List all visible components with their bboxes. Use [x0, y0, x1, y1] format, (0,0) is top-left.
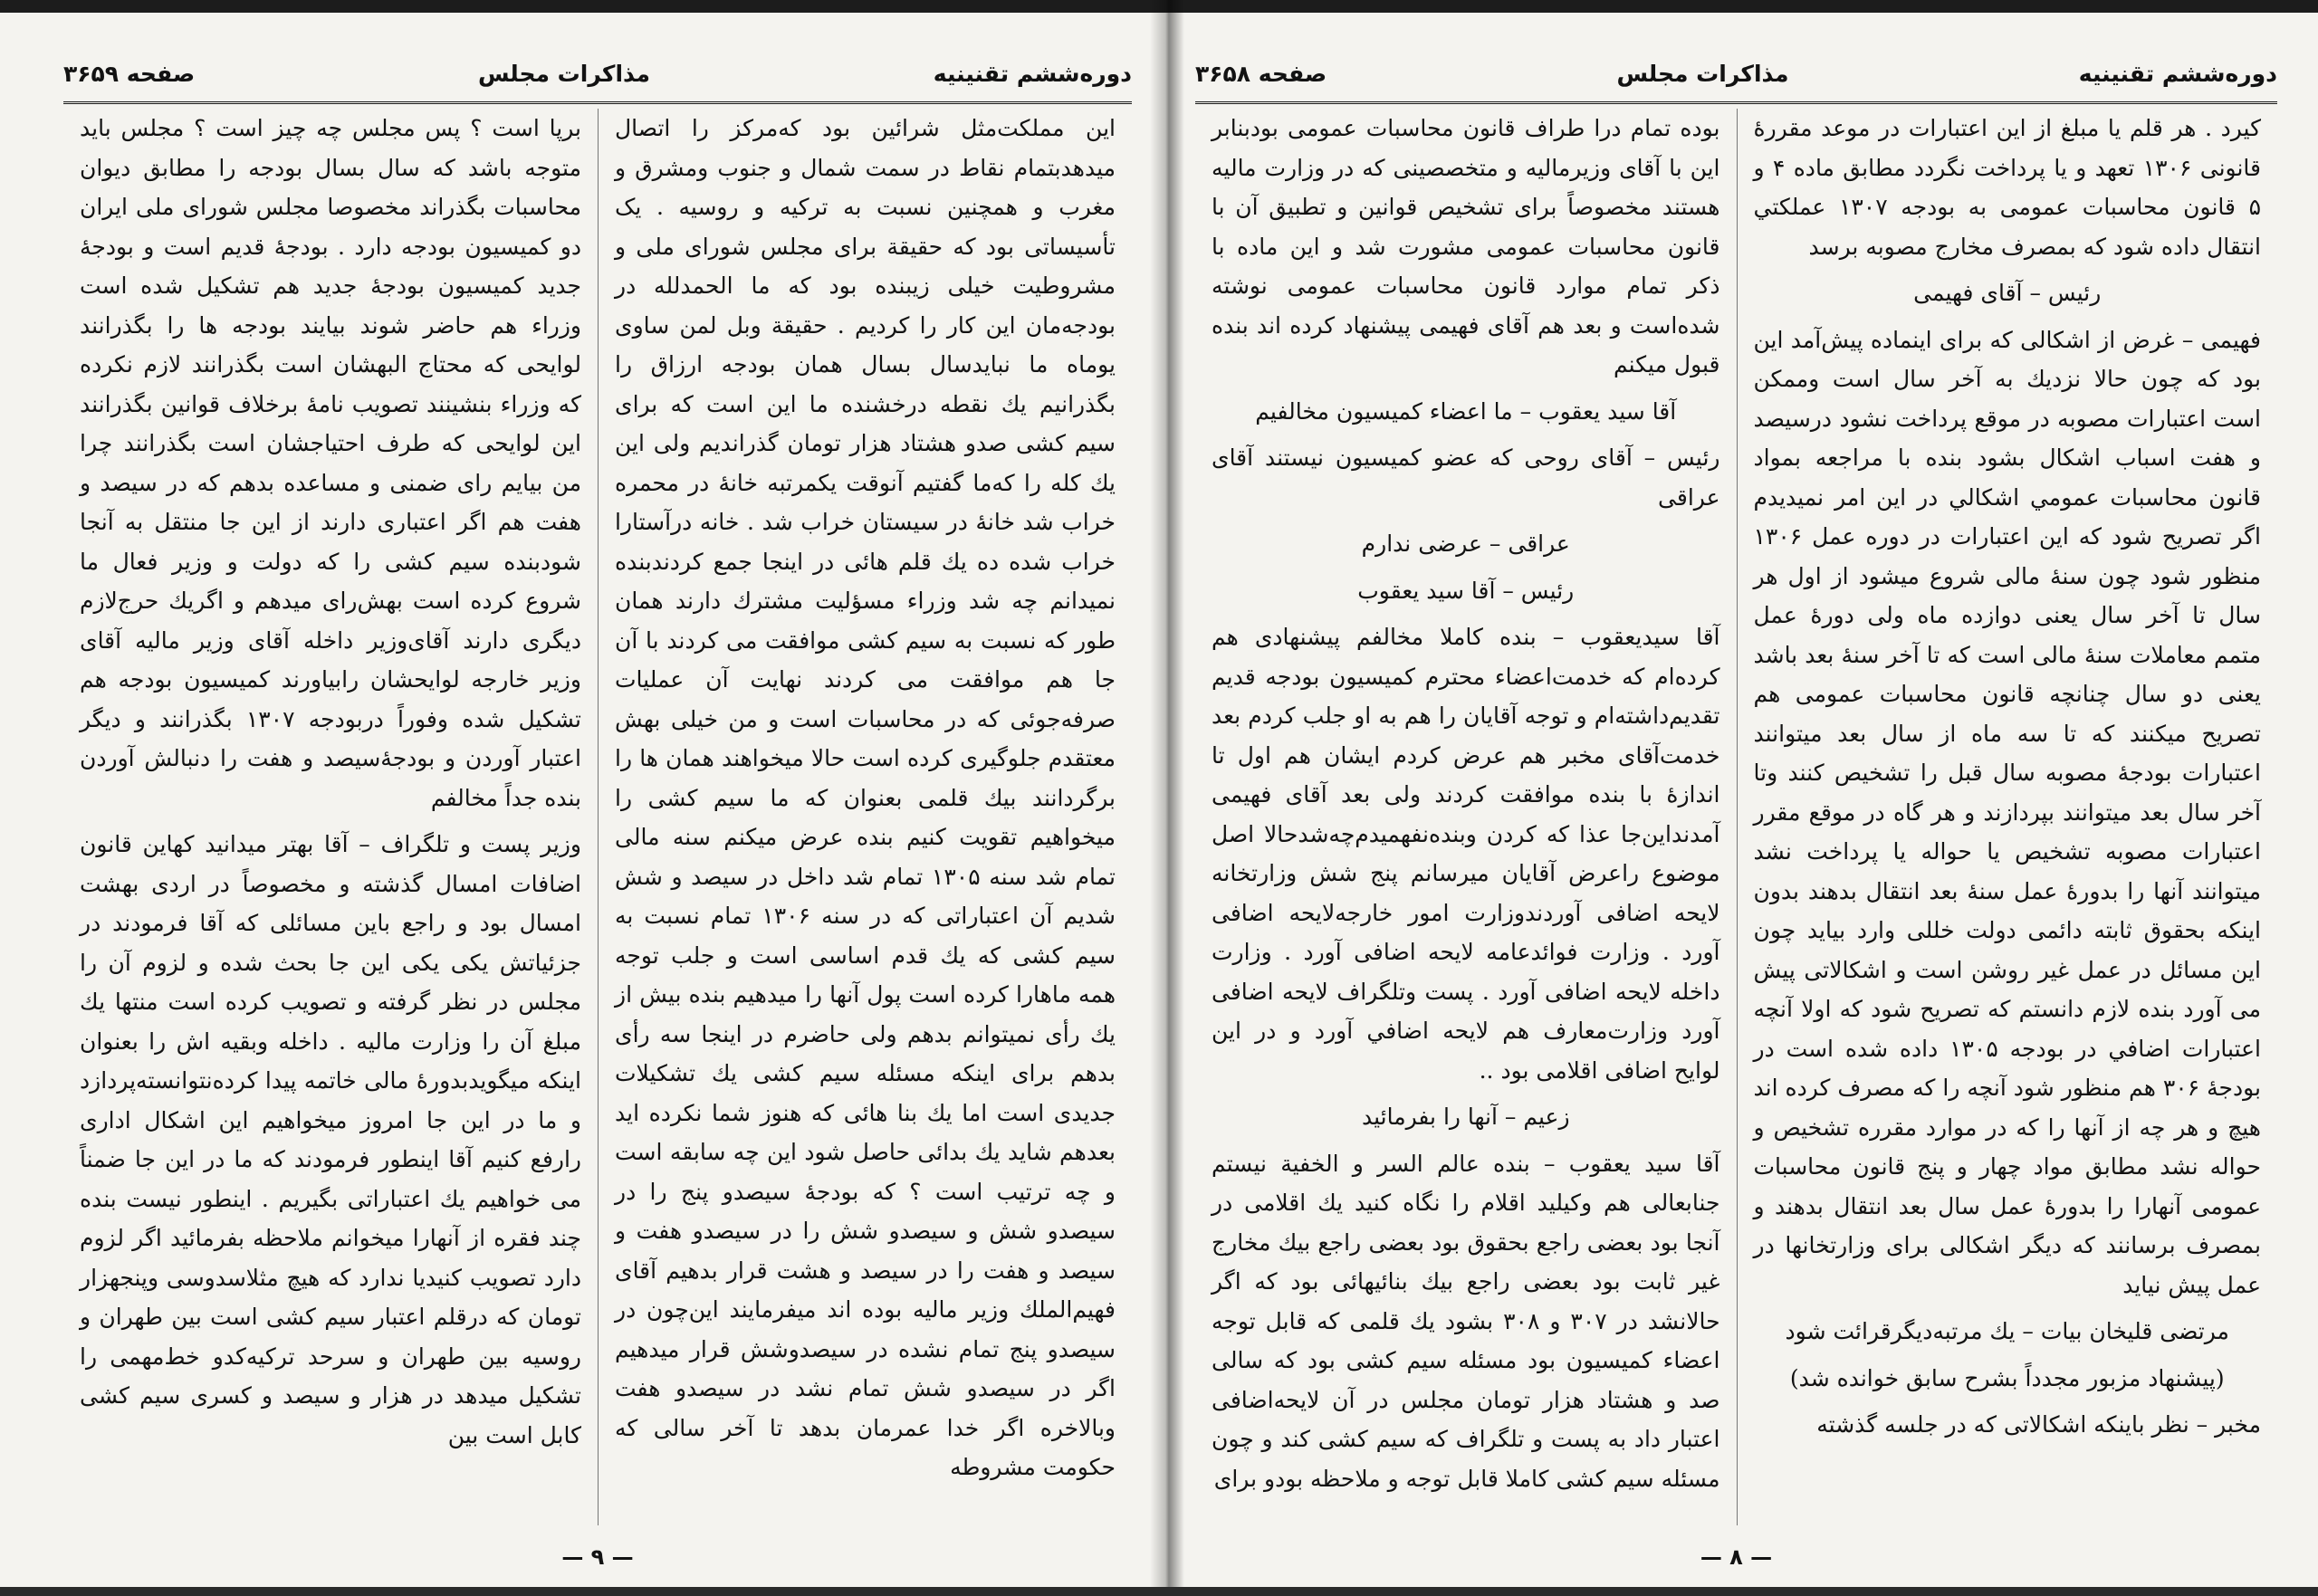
speaker-line: رئیس – آقای فهیمی: [1913, 280, 2102, 306]
right-page: [1195, 36, 2277, 1575]
paragraph: مخبر – نظر باینکه اشکالاتی که در جلسه گذشته: [1816, 1411, 2261, 1438]
book-gutter: [1150, 0, 1184, 1596]
page-header: [63, 53, 1132, 94]
header-journal-title: مذاکرات مجلس: [477, 60, 650, 87]
speaker-line: رئیس – آقا سید یعقوب: [1357, 577, 1575, 604]
speaker-line: مرتضی قلیخان بیات – یك مرتبه‌دیگرقرائت شود: [1785, 1318, 2229, 1344]
column-left: [63, 109, 598, 1525]
page-folio: — ۸ —: [1700, 1544, 1773, 1570]
text-columns: [1195, 109, 2277, 1525]
header-session-title: دوره‌ششم تقنینیه: [2078, 60, 2277, 87]
paragraph: آقا سید یعقوب – بنده عالم السر و الخفیة نیستم جنابعالی هم وکیلید اقلام را نگاه کنید یك اقلامی در آنجا بود بعضی راجع بحقوق بود بعضی راجع بیك مخارج غیر ثابت بود بعضی راجع بیك بنائیهائی بود که اگر حالا‌نشد در ۳۰۷ و ۳۰۸ بشود یك قلمی که قابل توجه اعضاء کمیسیون بود مسئله سیم کشی بود که سالی صد و هشتاد هزار تومان مجلس در آن لایحه‌اضافی اعتبار داد به پست و تلگراف که سیم کشی کند و چون مسئله سیم کشی کاملا قابل توجه و ملاحظه بودو برای: [1212, 1150, 1720, 1492]
paragraph: برپا است ؟ پس مجلس چه چیز است ؟ مجلس باید متوجه باشد که سال بسال بودجه را مطابق دیوان محاسبات بگذراند مخصوصا مجلس شورای ملی ایران دو کمیسیون بودجه دارد . بودجهٔ قدیم است و بودجهٔ جدید کمیسیون بودجهٔ جدید هم تشکیل شده است وزراء هم حاضر شوند بیایند بودجه ها را بگذرانند لوایحی که محتاج البهشان است بگذرانند لازم نکرده که وزراء بنشینند تصویب نامهٔ برخلاف قوانین بگذرانند این لوایحی که طرف احتیاجشان است بگذرانند چرا من بیایم رای ضمنی و مساعده بدهم که در سیصد و هفت هم اگر اعتباری دارند از این جا منتقل به آنجا شود‌بنده سیم کشی را که دولت و وزیر فعال ما شروع کرده است بهش‌رای میدهم و اگریك حرج‌لازم دیگری دارند آقای‌وزیر داخله آقای وزیر مالیه آقای وزیر خارجه لوایحشان رابیاورند کمیسیون بودجه هم تشکیل شده وفوراً دربودجه ۱۳۰۷ بگذرانند و دیگر اعتبار آوردن و بودجهٔ‌سیصد و هفت را دنبالش آوردن بنده جداً مخالفم: [80, 115, 581, 811]
column-right: [1737, 109, 2278, 1525]
column-right: [598, 109, 1132, 1525]
scan-edge-bottom: [0, 1587, 2318, 1596]
left-page: [63, 36, 1132, 1575]
header-journal-title: مذاکرات مجلس: [1616, 60, 1789, 87]
header-page-number: صفحه ۳۶۵۸: [1195, 60, 1327, 87]
speaker-line: زعیم – آنها را بفرمائید: [1361, 1104, 1570, 1130]
paragraph: آقا سید‌یعقوب – بنده کاملا مخالفم پیشنهادی هم کرده‌ام که خدمت‌اعضاء محترم کمیسیون بودجه قدیم تقدیم‌داشته‌ام و توجه آقایان را هم به او جلب کردم بعد خدمت‌آقای مخبر هم عرض کردم ایشان هم اول تا اندازهٔ با بنده موافقت کردند ولی بعد آقای فهیمی آمدند‌این‌جا عذا که کردن و‌بنده‌نفهمیدم‌چه‌شد‌حالا اصل موضوع راعرض آقایان میرسانم پنج شش وزارتخانه لایحه اضافی آوردندوزارت امور خارجه‌لایحه اضافی آورد . وزارت فوائد‌عامه لایحه اضافی آورد . وزارت داخله لایحه اضافی آورد . پست وتلگراف لایحه اضافی آورد وزارت‌معارف هم لایحه اضافي آورد و در این لوایح اضافی اقلامی بود ..: [1212, 624, 1720, 1084]
column-left: [1195, 109, 1737, 1525]
text-columns: [63, 109, 1132, 1525]
header-page-number: صفحه ۳۶۵۹: [63, 60, 196, 87]
paragraph: بوده تمام درا طراف قانون محاسبات عمومی بود‌بنابر این با آقای وزیرمالیه و متخصصینی که در وزارت مالیه هستند مخصوصاً برای تشخیص قوانین و تطبیق آن با قانون محاسبات عمومی مشورت شد و این ماده با ذکر تمام موارد قانون محاسبات عمومی نوشته شده‌است و بعد هم آقای فهیمی پیشنهاد کرده اند بنده قبول میکنم: [1212, 115, 1720, 377]
paragraph: رئیس – آقای روحی که عضو کمیسیون نیستند آقای عراقی: [1212, 444, 1720, 511]
header-rule: [63, 101, 1132, 104]
procedural-note: (پیشنهاد مزبور مجدداً بشرح سابق خوانده شد): [1789, 1364, 2225, 1391]
header-session-title: دوره‌ششم تقنینیه: [933, 60, 1132, 87]
paragraph: این مملکت‌مثل شرائین بود که‌مرکز را اتصال میدهد‌بتمام نقاط در سمت شمال و جنوب ومشرق و مغرب و همچنین نسبت به ترکیه و روسیه . یک تأسیساتی بود که حقیقة برای مجلس شورای ملی و مشروطیت خیلی زیبنده بود که ما الحمدلله در بودجه‌مان این کار را کردیم . حقیقة وبل لمن ساوی یوماه ما نبایدسال بسال همان بودجه ارزاق را بگذرانیم یك نقطه درخشنده ما این است که برای سیم کشی صدو هشتاد هزار تومان گذراندیم ولی این یك کله را که‌ما گفتیم آنوقت یکمرتبه خانهٔ در محمره خراب شد خانهٔ در سیستان خراب شد . خانه درآستارا خراب شده ده یك قلم هائی در اینجا جمع کردند‌بنده نمیدانم چه شد وزراء مسؤلیت مشترك دارند همان طور که نسبت به سیم کشی موافقت می کردند با آن جا هم موافقت می کردند نهایت آن عملیات صرفه‌جوئی که در محاسبات است و من خیلی بهش معتقدم جلوگیری کرده است حالا میخواهند همان ها را برگردانند بیك قلمی بعنوان که ما سیم کشی را میخواهیم تقویت کنیم بنده عرض میکنم سنه مالی تمام شد سنه ۱۳۰۵ تمام شد داخل در سیصد و شش شدیم آن اعتباراتی که در سنه ۱۳۰۶ تمام نسبت به سیم کشی که یك قدم اساسی است و جلب توجه همه ماهارا کرده است پول آنها را میدهیم بنده بیش از یك رأی نمیتوانم بدهم ولی حاضرم در اینجا سه رأی بدهم برای اینکه مسئله سیم کشی یك تشکیلات جدیدی است اما یك بنا هائی که هنوز شما نکرده اید بعدهم شاید یك بدائی حاصل شود این چه سابقه است و چه ترتیب است ؟ که بودجهٔ سیصدو پنج را در سیصدو شش و سیصدو شش را در سیصدو هفت و سیصد و هفت را در سیصد و هشت قرار بدهیم آقای فهیم‌الملك وزیر مالیه بوده اند میفرمایند این‌چون در سیصدو پنج تمام نشده در سیصدوشش قرار میدهیم اگر در سیصدو شش تمام نشد در سیصدو هفت وبالاخره اگر خدا عمرمان بدهد تا آخر سالی که حکومت مشروطه: [615, 115, 1116, 1480]
page-header: [1195, 53, 2277, 94]
speaker-line: آقا سید یعقوب – ما اعضاء کمیسیون مخالفیم: [1255, 397, 1677, 425]
page-folio: — ۹ —: [561, 1544, 634, 1570]
paragraph: کیرد . هر قلم یا مبلغ از این اعتبارات در موعد مقررهٔ قانونی ۱۳۰۶ تعهد و یا پرداخت نگردد مطابق ماده ۴ و ۵ قانون محاسبات عمومی به بودجه ۱۳۰۷ عملکتي انتقال داده شود که بمصرف مخارج مصوبه برسد: [1753, 115, 2261, 260]
header-rule: [1195, 101, 2277, 104]
paragraph: وزیر پست و تلگراف – آقا بهتر میدانید کهاین قانون اضافات امسال گذشته و مخصوصاً در اردی بهشت امسال بود و راجع باین مسائلی که آقا فرمودند در جزئیاتش یکی یکی این جا بحث شده و لزوم آن را مجلس در نظر گرفته و تصویب کرده است منتها یك مبلغ آن را وزارت مالیه . داخله وبقیه اش را بعنوان اینکه میگوید‌بدورهٔ مالی خاتمه پیدا کرده‌نتوانسته‌پردازد و ما در این جا امروز میخواهیم این اشکال اداری رارفع کنیم آقا اینطور فرمودند که ما در این جا ضمناً می خواهیم یك اعتباراتی بگیریم . اینطور نیست بنده چند فقره از آنهارا میخوانم ملاحظه بفرمائید اگر لزوم دارد تصویب کنید‌یا ندارد که هیچ مثلاسدوسی وپنجهزار تومان که درقلم اعتبار سیم کشی است بین طهران و روسیه بین طهران و سرحد ترکیه‌کدو خط‌مهمی را تشکیل میدهد در هزار و سیصد و کسری سیم کشی کابل است بین: [80, 831, 581, 1448]
paragraph: فهیمی – غرض از اشکالی که برای اینماده پیش‌آمد این بود که چون حالا نزدیك به آخر سال است وممکن است اعتبارات مصوبه در موقع پرداخت نشود درسیصد و هفت اسباب اشکال بشود بنده با مراجعه بمواد قانون محاسبات عمومي اشکالي در این امر نمیدیدم اگر تصریح شود که این اعتبارات در دوره عمل ۱۳۰۶ منظور شود چون سنهٔ مالی شروع میشود از اول هر سال تا آخر سال یعنی دوازده ماه ولی دورهٔ عمل متمم معاملات سنهٔ مالی است که تا آخر سنهٔ بعد باشد یعنی دو سال چنانچه قانون محاسبات عمومی هم تصریح میکنند که تا سه ماه از سال بعد میتوانند اعتبارات بودجهٔ مصوبه سال قبل را تشخیص کنند وتا آخر سال بعد میتوانند بپردازند و هر گاه در موقع مقرر اعتبارات مصوبه تشخیص یا حواله یا پرداخت نشد میتوانند آنها را بدورهٔ عمل سنهٔ بعد انتقال بدهند بدون اینکه بحقوق ثابته دائمی دولت خللی وارد بیاید چون این مسائل در عمل غیر روشن است و اشکالاتی پیش می آورد بنده لازم دانستم که تصریح شود که اولا آنچه اعتبارات اضافي در بودجه ۱۳۰۵ داده شده است در بودجهٔ ۳۰۶ هم منظور شود آنچه را که مصرف کرده اند هیچ و هر چه از آنها را که در موارد مقرره تشخیص و حواله نشد مطابق مواد چهار و پنج قانون محاسبات عمومی آنهارا را بدورهٔ عمل سال بعد انتقال بدهند و بمصرف برسانند که دیگر اشکالی برای وزارتخانها در عمل پیش نیاید: [1753, 326, 2261, 1298]
speaker-line: عراقی – عرضی ندارم: [1361, 530, 1570, 557]
